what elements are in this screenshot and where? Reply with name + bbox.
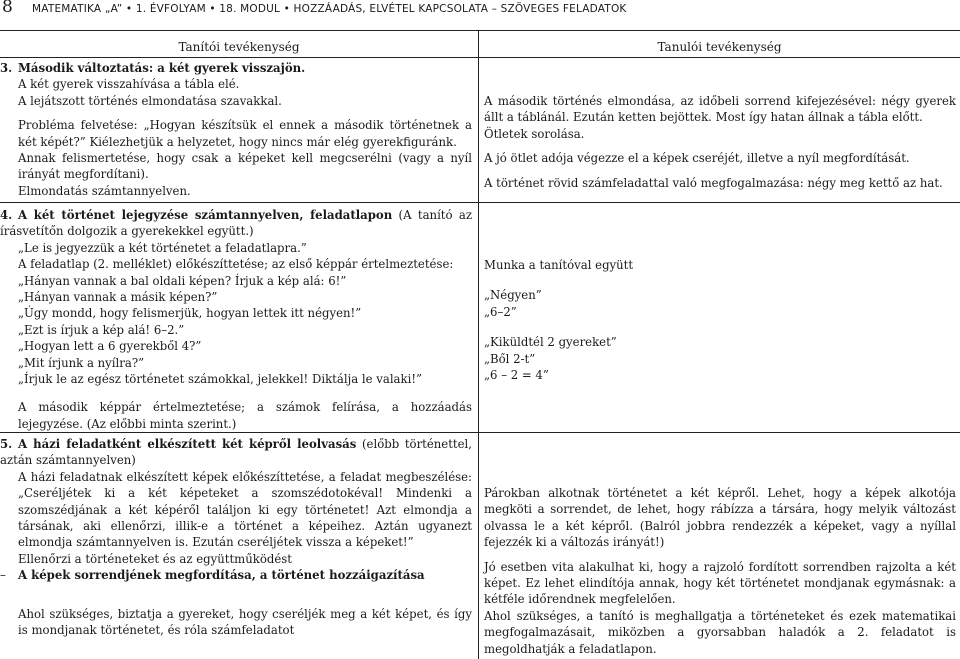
page-header bbox=[0, 0, 960, 16]
column-divider bbox=[478, 30, 479, 659]
section-5-teacher bbox=[0, 436, 472, 638]
text-paragraph: A második képpár értelmeztetése; a számok felírása, a hozzáadás lejegyzése. (Az előbbi minta szerint.) bbox=[18, 400, 472, 431]
text-line: „6 – 2 = 4” bbox=[484, 368, 549, 383]
text-paragraph: A házi feladatnak elkészített képek előkészíttetése, a feladat megbeszélése: „Cseréljétek ki a két képeteket a szomszédotokéval! Mindenki a szomszédjának a két képéről találjon ki egy történetet! Azt elmondja a társának, aki ellenőrzi, illik-e a történet a képeihez. Aztán ugyanezt elmondja számtannyelven is. Ezután cseréljétek vissza a képeket!” bbox=[18, 469, 472, 550]
text-line: Munka a tanítóval együtt bbox=[484, 258, 634, 272]
list-dash: – bbox=[0, 568, 6, 583]
section-4-teacher bbox=[0, 207, 472, 432]
student-column-heading: Tanulói tevékenység bbox=[657, 40, 782, 54]
row-divider bbox=[0, 432, 960, 433]
section-number: 5. bbox=[0, 437, 13, 451]
section-5-student bbox=[484, 485, 956, 657]
text-paragraph: Annak felismertetése, hogy csak a képeket kell megcserélni (vagy a nyíl irányát megfordítani). bbox=[18, 151, 472, 182]
row-divider bbox=[0, 202, 960, 203]
section-title: A házi feladatként elkészített két képről leolvasás bbox=[18, 437, 357, 451]
section-title-note: (A tanító az írásvetítőn dolgozik a gyerekekkel együtt.) bbox=[0, 208, 472, 239]
text-line: Elmondatás számtannyelven. bbox=[18, 183, 191, 198]
text-paragraph: A második történés elmondása, az időbeli sorrend kifejezésével: négy gyerek állt a táblánál. Ezután ketten bejöttek. Most így hatan állnak a tábla előtt. bbox=[484, 94, 956, 125]
text-line: A feladatlap (2. melléklet) előkészíttetése; az első képpár értelmeztetése: bbox=[18, 257, 454, 272]
section-number: 4. bbox=[0, 208, 13, 222]
text-line: „Úgy mondd, hogy felismerjük, hogyan lettek itt négyen!” bbox=[18, 306, 362, 321]
heading-divider bbox=[0, 57, 960, 58]
page-number: 8 bbox=[2, 0, 13, 17]
section-title-note: (előbb történettel, aztán számtannyelven) bbox=[0, 437, 472, 468]
text-line: „Hányan vannak a bal oldali képen? Írjuk a kép alá: 6!” bbox=[18, 273, 347, 288]
text-line: „Ből 2-t” bbox=[484, 351, 536, 366]
text-line: „Mit írjunk a nyílra?” bbox=[18, 355, 145, 370]
text-paragraph: Jó esetben vita alakulhat ki, hogy a rajzoló fordított sorrendben rajzolta a két képet. Ez lehet elindítója annak, hogy két történetet mondjanak egymásnak: a kétféle időrendnek megfelelően. bbox=[484, 559, 956, 607]
text-paragraph: Ahol szükséges, a tanító is meghallgatja a történeteket és ezek matematikai megfogalmazásait, miközben a gyorsabban haladók a 2. feladatot is megoldhatják a feladatlapon. bbox=[484, 608, 956, 656]
text-line: „Kiküldtél 2 gyereket” bbox=[484, 335, 617, 350]
text-line: Ellenőrzi a történeteket és az együttműködést bbox=[18, 551, 292, 566]
text-line: Ötletek sorolása. bbox=[484, 126, 585, 141]
text-line: A történet rövid számfeladattal való megfogalmazása: négy meg kettő az hat. bbox=[484, 175, 943, 190]
section-number: 3. bbox=[0, 61, 13, 75]
section-title: Második változtatás: a két gyerek visszajön. bbox=[18, 61, 306, 75]
text-line: „Hányan vannak a másik képen?” bbox=[18, 290, 218, 305]
text-line: „Írjuk le az egész történetet számokkal, jelekkel! Diktálja le valaki!” bbox=[18, 372, 423, 387]
section-4-student bbox=[484, 257, 956, 383]
text-line: „Ezt is írjuk a kép alá! 6–2.” bbox=[18, 322, 185, 337]
bold-item: A képek sorrendjének megfordítása, a történet hozzáigazítása bbox=[18, 568, 425, 583]
section-title: A két történet lejegyzése számtannyelven, feladatlapon bbox=[18, 208, 393, 222]
text-paragraph: Párokban alkotnak történetet a két képről. Lehet, hogy a képek alkotója megköti a sorrendet, de lehet, hogy rábízza a társára, hogy melyik változást olvassa le a két képről. (Balról jobbra rendezzék a képeket, vagy a nyíllal fejezzék ki a változás irányát!) bbox=[484, 486, 956, 550]
text-line: „Négyen” bbox=[484, 288, 542, 303]
text-line: A jó ötlet adója végezze el a képek cseréjét, illetve a nyíl megfordítását. bbox=[484, 151, 910, 166]
running-title: MATEMATIKA „A” • 1. ÉVFOLYAM • 18. MODUL • HOZZÁADÁS, ELVÉTEL KAPCSOLATA – SZÖVEGES FELADATOK bbox=[32, 3, 627, 15]
text-line: A lejátszott történés elmondatása szavakkal. bbox=[18, 93, 282, 108]
text-paragraph: Ahol szükséges, biztatja a gyereket, hogy cseréljék meg a két képet, és így is mondjanak történetet, és róla számfeladatot bbox=[18, 606, 472, 638]
text-line: A két gyerek visszahívása a tábla elé. bbox=[18, 77, 240, 92]
text-line: „Hogyan lett a 6 gyerekből 4?” bbox=[18, 339, 202, 354]
text-line: „Le is jegyezzük a két történetet a feladatlapra.” bbox=[18, 240, 307, 255]
text-line: „6–2” bbox=[484, 304, 517, 319]
table-top-border bbox=[0, 30, 960, 31]
teacher-column-heading: Tanítói tevékenység bbox=[178, 40, 300, 54]
text-paragraph: Probléma felvetése: „Hogyan készítsük el ennek a második történetnek a két képét?” Kiélezhetjük a helyzetet, hogy nincs már elég gyerekfiguránk. bbox=[18, 118, 472, 149]
section-3-teacher bbox=[0, 60, 472, 199]
section-3-student bbox=[484, 93, 956, 191]
